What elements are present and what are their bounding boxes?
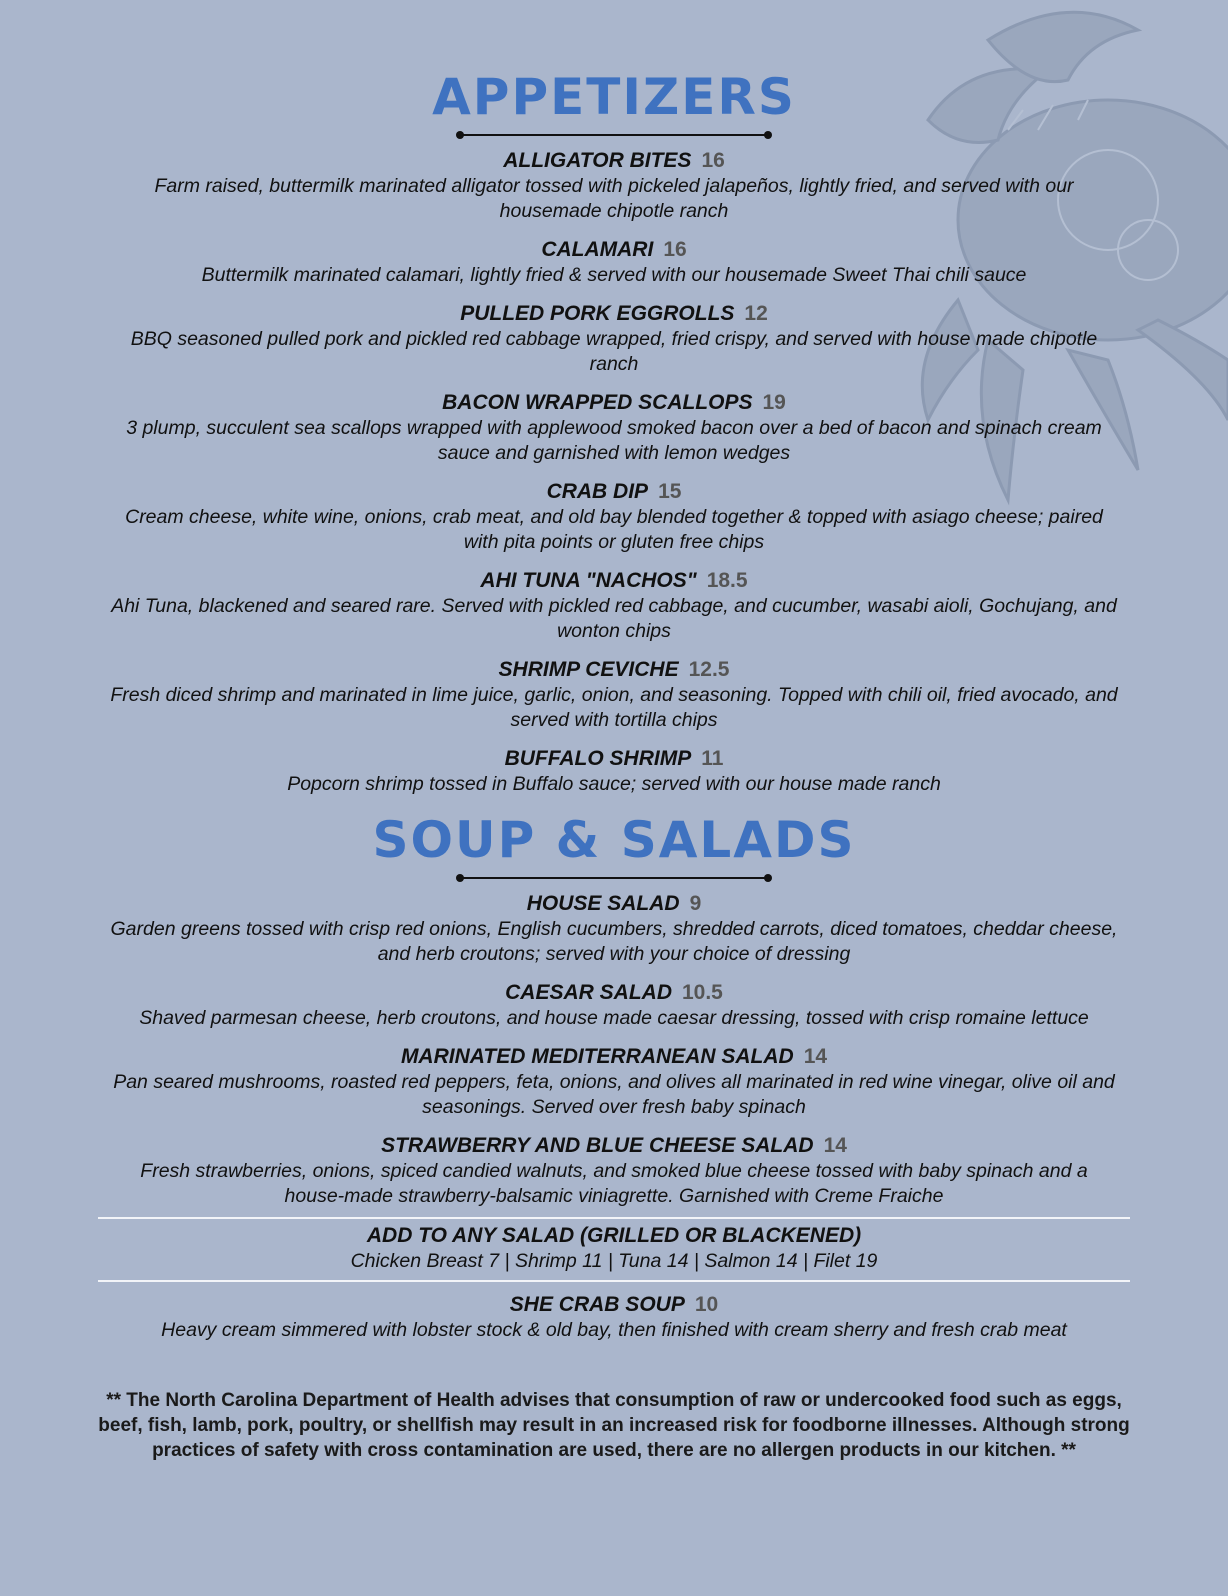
item-description: Shaved parmesan cheese, herb croutons, and house made caesar dressing, tossed with crisp romaine lettuce	[139, 1007, 1089, 1029]
appetizers-list	[0, 148, 1228, 797]
item-name: SHRIMP CEVICHE	[498, 658, 679, 681]
item-description: Ahi Tuna, blackened and seared rare. Served with pickled red cabbage, and cucumber, wasabi aioli, Gochujang, and wonton chips	[111, 595, 1117, 642]
item-price: 19	[762, 391, 786, 414]
item-description: BBQ seasoned pulled pork and pickled red cabbage wrapped, fried crispy, and served with house made chipotle ranch	[130, 328, 1098, 375]
item-name: STRAWBERRY AND BLUE CHEESE SALAD	[381, 1134, 814, 1157]
addon-options: Chicken Breast 7 | Shrimp 11 | Tuna 14 | Salmon 14 | Filet 19	[350, 1250, 878, 1272]
item-name: AHI TUNA "NACHOS"	[480, 569, 697, 592]
item-price: 10	[694, 1293, 719, 1316]
soups-list	[0, 891, 1228, 1209]
item-description: Farm raised, buttermilk marinated alligator tossed with pickeled jalapeños, lightly fried, and served with our housemade chipotle ranch	[154, 175, 1074, 222]
health-disclaimer: ** The North Carolina Department of Health advises that consumption of raw or undercooked food such as eggs, beef, fish, lamb, pork, poultry, or shellfish may result in an increased risk for foodborne illnesses. Although strong practices of safety with cross contamination are used, there are no allergen products in our kitchen. **	[98, 1390, 1130, 1461]
item-name: BACON WRAPPED SCALLOPS	[442, 391, 753, 414]
item-description: 3 plump, succulent sea scallops wrapped with applewood smoked bacon over a bed of bacon and spinach cream sauce and garnished with lemon wedges	[126, 417, 1102, 464]
item-price: 15	[658, 480, 682, 503]
item-price: 12	[744, 302, 768, 325]
item-name: CAESAR SALAD	[505, 981, 672, 1004]
divider-line	[98, 1280, 1130, 1282]
salad-addon	[0, 1219, 1228, 1280]
item-name: PULLED PORK EGGROLLS	[460, 302, 735, 325]
item-name: CALAMARI	[541, 238, 654, 261]
menu-item	[0, 479, 1228, 555]
item-description: Garden greens tossed with crisp red onions, English cucumbers, shredded carrots, diced tomatoes, cheddar cheese, and herb croutons; served with your choice of dressing	[110, 918, 1118, 965]
menu-item	[0, 980, 1228, 1031]
item-price: 18.5	[706, 569, 748, 592]
menu-item	[0, 746, 1228, 797]
item-name: BUFFALO SHRIMP	[504, 747, 692, 770]
menu-item	[0, 891, 1228, 967]
menu-item	[0, 1133, 1228, 1209]
item-name: CRAB DIP	[546, 480, 649, 503]
soups-title: SOUP & SALADS	[372, 811, 856, 869]
item-price: 12.5	[688, 658, 730, 681]
menu-item	[0, 1044, 1228, 1120]
menu-item	[0, 657, 1228, 733]
item-description: Fresh strawberries, onions, spiced candied walnuts, and smoked blue cheese tossed with baby spinach and a house-made strawberry-balsamic viniagrette. Garnished with Creme Fraiche	[140, 1160, 1088, 1207]
item-price: 10.5	[681, 981, 723, 1004]
item-name: SHE CRAB SOUP	[509, 1293, 685, 1316]
item-price: 9	[689, 892, 702, 915]
menu-item	[0, 1292, 1228, 1343]
title-divider	[454, 128, 774, 142]
item-description: Heavy cream simmered with lobster stock & old bay, then finished with cream sherry and fresh crab meat	[161, 1319, 1067, 1341]
item-description: Cream cheese, white wine, onions, crab meat, and old bay blended together & topped with asiago cheese; paired with pita points or gluten free chips	[125, 506, 1103, 553]
item-description: Pan seared mushrooms, roasted red peppers, feta, onions, and olives all marinated in red wine vinegar, olive oil and seasonings. Served over fresh baby spinach	[113, 1071, 1115, 1118]
appetizers-title: APPETIZERS	[432, 68, 796, 126]
item-name: HOUSE SALAD	[526, 892, 680, 915]
menu-item	[0, 148, 1228, 224]
item-price: 14	[823, 1134, 847, 1157]
item-description: Fresh diced shrimp and marinated in lime juice, garlic, onion, and seasoning. Topped with chili oil, fried avocado, and served with tortilla chips	[110, 684, 1118, 731]
menu-item	[0, 237, 1228, 288]
menu-item	[0, 390, 1228, 466]
addon-title: ADD TO ANY SALAD (GRILLED OR BLACKENED)	[366, 1224, 862, 1247]
item-description: Popcorn shrimp tossed in Buffalo sauce; served with our house made ranch	[287, 773, 941, 795]
item-price: 14	[803, 1045, 828, 1068]
item-price: 16	[701, 149, 725, 172]
menu-item	[0, 301, 1228, 377]
item-description: Buttermilk marinated calamari, lightly fried & served with our housemade Sweet Thai chili sauce	[201, 264, 1027, 286]
menu-item	[0, 568, 1228, 644]
title-divider	[454, 871, 774, 885]
item-name: MARINATED MEDITERRANEAN SALAD	[400, 1045, 794, 1068]
item-price: 11	[701, 747, 724, 770]
item-name: ALLIGATOR BITES	[503, 149, 692, 172]
item-price: 16	[663, 238, 687, 261]
